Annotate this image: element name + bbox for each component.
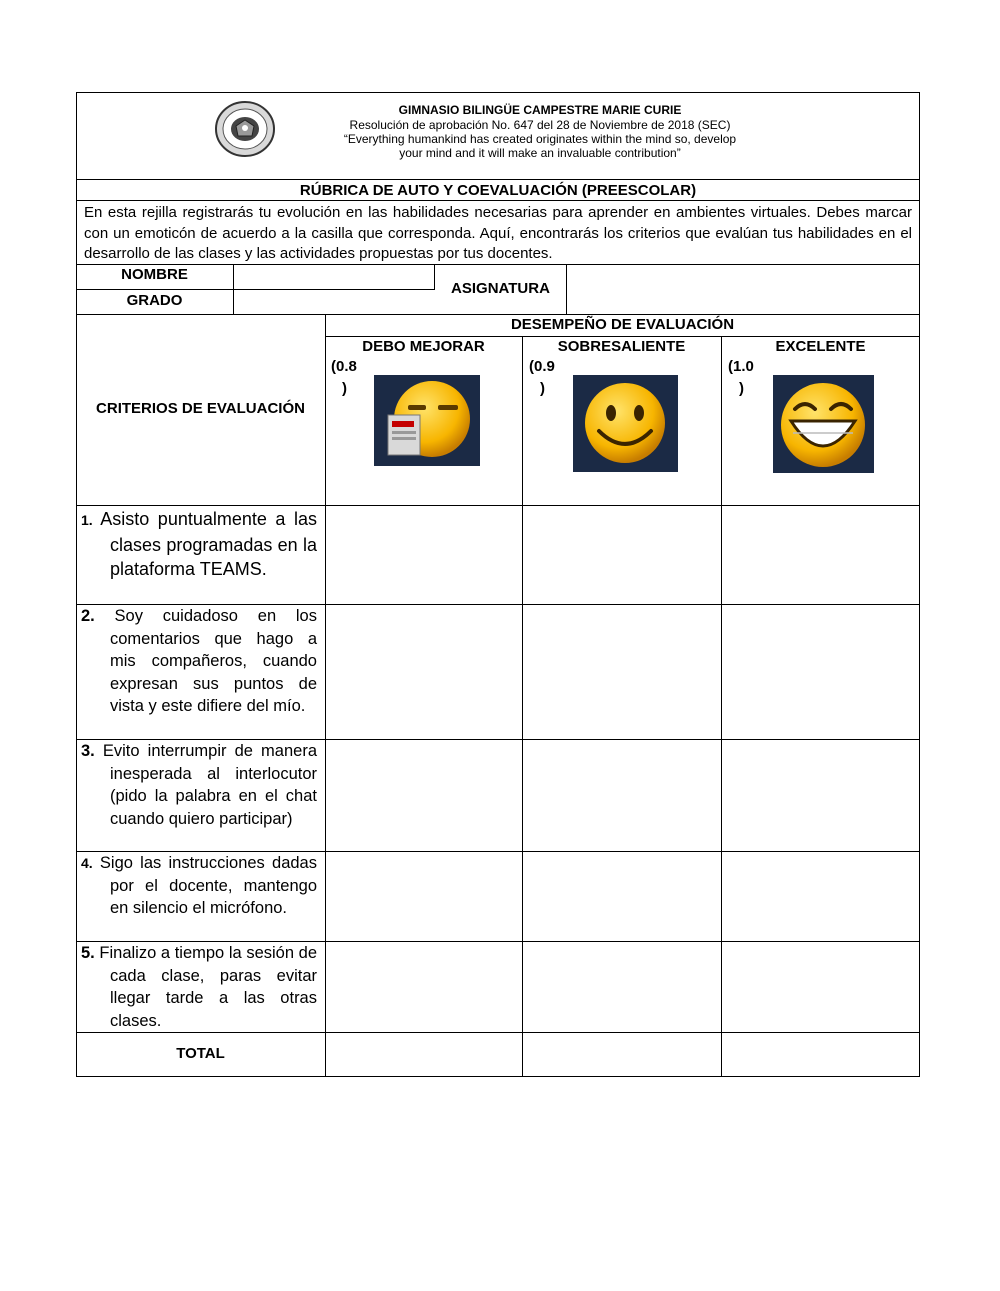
level-score: ) — [739, 380, 744, 397]
school-resolution: Resolución de aprobación No. 647 del 28 de Noviembre de 2018 (SEC) — [349, 118, 731, 132]
asignatura-label: ASIGNATURA — [451, 280, 550, 297]
grado-field[interactable] — [233, 290, 435, 315]
criterion-2 — [81, 605, 317, 718]
rubric-title: RÚBRICA DE AUTO Y COEVALUACIÓN (PREESCOLAR) — [299, 182, 697, 199]
school-name: GIMNASIO BILINGÜE CAMPESTRE MARIE CURIE — [398, 103, 682, 117]
performance-header: DESEMPEÑO DE EVALUACIÓN — [510, 316, 735, 333]
total-label: TOTAL — [176, 1045, 225, 1062]
school-motto-line1: “Everything humankind has created originates within the mind so, develop — [343, 132, 737, 146]
answer-cell-2-excelente[interactable] — [722, 605, 920, 739]
criterion-3 — [81, 740, 317, 830]
criterion-text: Asisto puntualmente a las clases programadas en la plataforma TEAMS. — [100, 509, 317, 579]
criterion-1 — [81, 507, 317, 582]
criterion-number: 1. — [81, 512, 93, 528]
grado-label: GRADO — [126, 292, 183, 309]
criterion-number: 5. — [81, 944, 95, 962]
criterion-text: Finalizo a tiempo la sesión de cada clase, paras evitar llegar tarde a las otras clases. — [99, 944, 317, 1030]
level-debo-mejorar: DEBO MEJORAR — [362, 338, 485, 355]
school-motto-line2: your mind and it will make an invaluable contribution” — [399, 146, 681, 160]
answer-cell-3-debo[interactable] — [326, 740, 522, 851]
answer-cell-1-sobresaliente[interactable] — [523, 506, 721, 604]
level-sobresaliente: SOBRESALIENTE — [557, 338, 686, 355]
answer-cell-1-excelente[interactable] — [722, 506, 920, 604]
criterion-number: 3. — [81, 742, 95, 760]
divider — [76, 200, 920, 201]
total-cell-sobresaliente[interactable] — [523, 1033, 721, 1076]
rubric-intro: En esta rejilla registrarás tu evolución en las habilidades necesarias para aprender en ambientes virtuales. Debes marcar con un emoticón de acuerdo a la casilla que corresponda. Aquí, encontrarás los criterios que evalúan tus habilidades en el desarrollo de las clases y las actividades propuestas por tus docentes. — [84, 204, 912, 262]
divider — [325, 336, 920, 337]
answer-cell-5-debo[interactable] — [326, 942, 522, 1032]
nombre-field[interactable] — [233, 265, 435, 290]
level-excelente: EXCELENTE — [775, 338, 866, 355]
grumpy-emoticon-icon — [374, 375, 480, 466]
criterion-text: Soy cuidadoso en los comentarios que hago a mis compañeros, cuando expresan sus puntos de vista y este difiere del mío. — [110, 607, 317, 715]
level-score: ) — [540, 380, 545, 397]
answer-cell-5-excelente[interactable] — [722, 942, 920, 1032]
answer-cell-2-debo[interactable] — [326, 605, 522, 739]
answer-cell-3-excelente[interactable] — [722, 740, 920, 851]
answer-cell-4-debo[interactable] — [326, 852, 522, 941]
level-score: (1.0 — [728, 358, 754, 375]
answer-cell-1-debo[interactable] — [326, 506, 522, 604]
total-cell-excelente[interactable] — [722, 1033, 920, 1076]
level-score: (0.9 — [529, 358, 555, 375]
criterion-5 — [81, 942, 317, 1032]
divider — [76, 179, 920, 180]
level-score: ) — [342, 380, 347, 397]
criterion-4 — [81, 852, 317, 920]
answer-cell-3-sobresaliente[interactable] — [523, 740, 721, 851]
answer-cell-5-sobresaliente[interactable] — [523, 942, 721, 1032]
total-cell-debo[interactable] — [326, 1033, 522, 1076]
criterion-text: Sigo las instrucciones dadas por el docente, mantengo en silencio el micrófono. — [99, 854, 317, 917]
smiling-emoticon-icon — [573, 375, 678, 472]
criterion-text: Evito interrumpir de manera inesperada al interlocutor (pido la palabra en el chat cuando quiero participar) — [102, 742, 317, 828]
divider — [76, 314, 920, 315]
answer-cell-4-excelente[interactable] — [722, 852, 920, 941]
nombre-label: NOMBRE — [121, 266, 188, 283]
answer-cell-2-sobresaliente[interactable] — [523, 605, 721, 739]
asignatura-field[interactable] — [566, 265, 920, 315]
answer-cell-4-sobresaliente[interactable] — [523, 852, 721, 941]
level-score: (0.8 — [331, 358, 357, 375]
grinning-emoticon-icon — [773, 375, 874, 473]
criterion-number: 4. — [81, 855, 93, 871]
criteria-header: CRITERIOS DE EVALUACIÓN — [96, 400, 305, 417]
criterion-number: 2. — [81, 607, 95, 625]
